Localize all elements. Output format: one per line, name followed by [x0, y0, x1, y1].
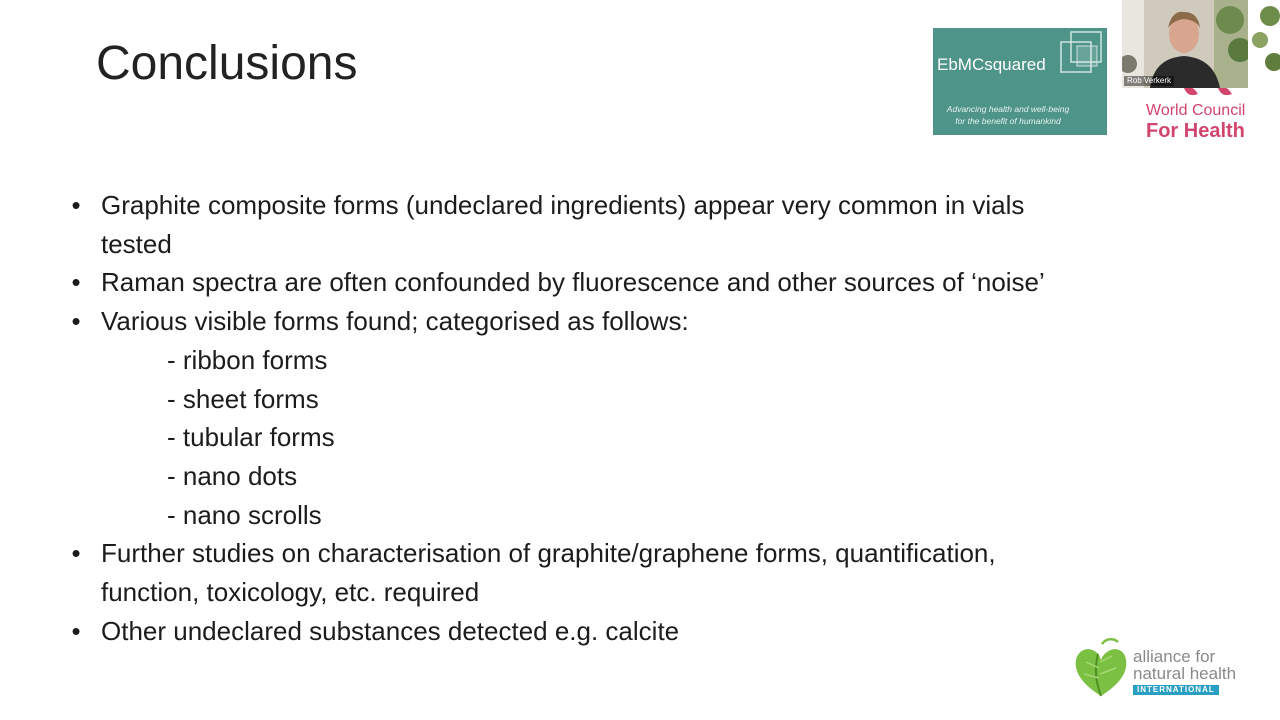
anh-line1: alliance for — [1133, 647, 1216, 666]
bullet-item — [66, 612, 1206, 651]
anh-line2: natural health — [1133, 664, 1237, 683]
participant-video-frame — [1122, 0, 1248, 88]
squares-icon — [1057, 28, 1107, 78]
sub-item: - nano scrolls — [167, 499, 322, 530]
bullet-dot: • — [71, 615, 81, 646]
alliance-for-natural-health-logo — [1072, 638, 1262, 700]
wch-emblem-icon — [1122, 88, 1280, 102]
bullet-dot: • — [71, 306, 81, 337]
bullet-dot: • — [71, 267, 81, 298]
ebmcsquared-logo — [933, 28, 1107, 135]
sub-item: - sheet forms — [167, 383, 319, 414]
bullet-item — [66, 186, 1206, 263]
bullet-dot: • — [71, 190, 81, 220]
ebm-tagline-line1: Advancing health and well-being — [946, 104, 1070, 114]
bullet-dot: • — [71, 538, 81, 569]
background-foliage — [1248, 0, 1280, 88]
bullet-text-line: function, toxicology, etc. required — [101, 577, 480, 608]
bullet-text-line: Graphite composite forms (undeclared ingredients) appear very common in vials — [101, 190, 1025, 220]
ebm-tagline — [933, 103, 1083, 127]
ebm-tagline-line2: for the benefit of humankind — [955, 116, 1061, 126]
sub-item: - ribbon forms — [167, 344, 328, 375]
conclusions-list — [66, 186, 1206, 650]
anh-line3: INTERNATIONAL — [1133, 685, 1219, 695]
participant-name-label: Rob Verkerk — [1124, 76, 1174, 86]
slide-title: Conclusions — [96, 37, 358, 90]
sub-item: - tubular forms — [167, 422, 335, 453]
leaf-heart-icon — [1072, 638, 1130, 700]
wch-line2: For Health — [1146, 120, 1245, 142]
participant-video[interactable] — [1122, 0, 1248, 88]
bullet-item — [66, 263, 1206, 302]
ebm-name: EbMCsquared — [937, 55, 1046, 74]
wch-line1: World Council — [1146, 102, 1246, 119]
bullet-text-line: Various visible forms found; categorised as follows: — [101, 306, 689, 337]
bullet-text-line: Raman spectra are often confounded by fluorescence and other sources of ‘noise’ — [101, 267, 1045, 298]
bullet-item — [66, 302, 1206, 341]
bullet-item — [66, 534, 1206, 611]
sub-item: - nano dots — [167, 460, 298, 491]
bullet-text-line: Further studies on characterisation of graphite/graphene forms, quantification, — [101, 538, 996, 569]
bullet-text-line: Other undeclared substances detected e.g. calcite — [101, 615, 680, 646]
bullet-text-line: tested — [101, 228, 172, 259]
world-council-for-health-logo — [1122, 88, 1280, 143]
